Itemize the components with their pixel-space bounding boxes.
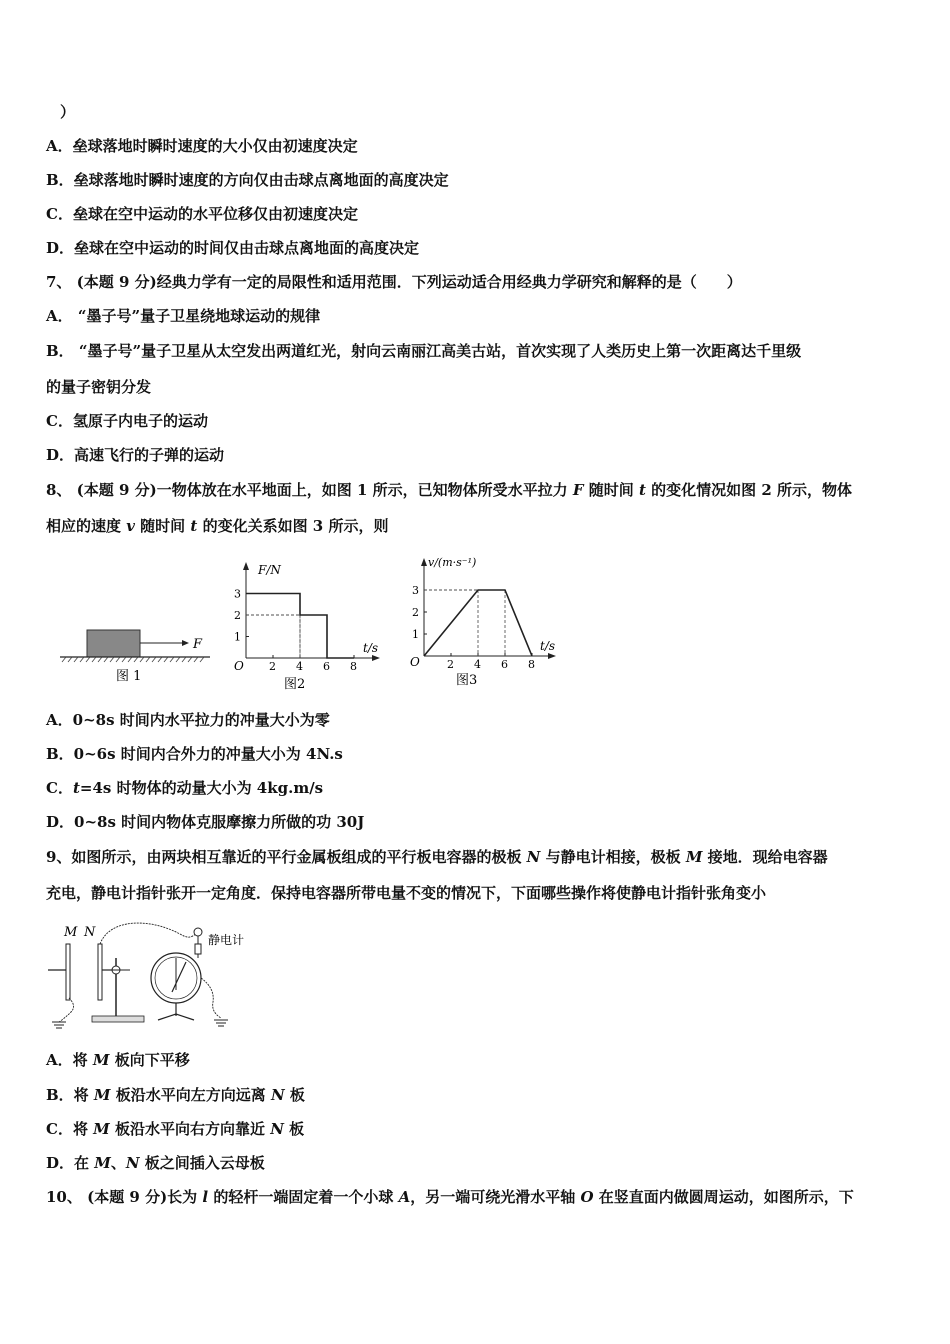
- y-axis-label: v/(m·s⁻¹): [428, 556, 477, 569]
- plate-N: [98, 944, 102, 1000]
- q7-option-a: A． “墨子号”量子卫星绕地球运动的规律: [46, 307, 321, 325]
- x-tick-label: 6: [323, 660, 330, 673]
- y-tick-label: 2: [234, 609, 241, 622]
- origin-label: O: [410, 655, 420, 669]
- q8-option-c: C．t=4s 时物体的动量大小为 4kg.m/s: [46, 779, 324, 797]
- q9-stem-line1: 9、如图所示，由两块相互靠近的平行金属板组成的平行板电容器的极板 N 与静电计相接，极板 M 接地．现给电容器: [46, 848, 828, 866]
- q9-option-c: C．将 M 板沿水平向右方向靠近 N 板: [46, 1120, 305, 1138]
- y-arrowhead: [421, 558, 427, 566]
- q6-option-a: A．垒球落地时瞬时速度的大小仅由初速度决定: [46, 137, 358, 155]
- q7-option-d: D．高速飞行的子弹的运动: [46, 446, 225, 464]
- x-tick-label: 8: [350, 660, 357, 673]
- force-arrowhead: [182, 640, 189, 646]
- ground-wire-meter: [201, 978, 221, 1018]
- x-tick-label: 6: [501, 658, 508, 671]
- q7-option-b-line1: B． “墨子号”量子卫星从太空发出两道红光，射向云南丽江高美古站，首次实现了人类历史上第一次距离达千里级: [46, 342, 802, 360]
- y-tick-label: 1: [234, 630, 241, 644]
- q9-figure: [40, 920, 245, 1032]
- q8-option-d: D．0~8s 时间内物体克服摩擦力所做的功 30J: [46, 813, 365, 831]
- force-label: F: [193, 637, 203, 652]
- stand-base: [92, 1016, 144, 1022]
- q8-figure-3: [400, 552, 568, 692]
- x-arrowhead: [372, 655, 380, 661]
- y-arrowhead: [243, 562, 249, 570]
- label-M: M: [64, 925, 78, 940]
- meter-insulator: [195, 944, 201, 954]
- x-axis-label: t/s: [363, 641, 379, 655]
- q7-stem: 7、 (本题 9 分)经典力学有一定的局限性和适用范围．下列运动适合用经典力学研究和解释的是（ ）: [46, 273, 742, 291]
- x-arrowhead: [548, 653, 556, 659]
- q7-option-c: C．氢原子内电子的运动: [46, 412, 208, 430]
- x-axis-label: t/s: [540, 639, 556, 653]
- x-tick-label: 4: [296, 660, 303, 673]
- q8-stem-line1: 8、 (本题 9 分)一物体放在水平地面上，如图 1 所示，已知物体所受水平拉力 F 随时间 t 的变化情况如图 2 所示，物体: [46, 481, 852, 499]
- x-tick-label: 8: [528, 658, 535, 671]
- q9-option-b: B．将 M 板沿水平向左方向远离 N 板: [46, 1086, 305, 1104]
- q7-option-b-line2: 的量子密钥分发: [46, 378, 152, 396]
- y-tick-label: 2: [412, 606, 419, 619]
- ground-wire-M: [59, 998, 74, 1022]
- origin-label: O: [234, 659, 244, 673]
- y-axis-label: F/N: [258, 563, 281, 577]
- q6-option-c: C．垒球在空中运动的水平位移仅由初速度决定: [46, 205, 358, 223]
- q8-stem-line2: 相应的速度 v 随时间 t 的变化关系如图 3 所示，则: [46, 517, 389, 535]
- y-tick-label: 3: [234, 587, 241, 601]
- y-tick-label: 3: [412, 584, 419, 597]
- fig1-caption: 图 1: [116, 669, 142, 684]
- q8-figure-2: [226, 558, 386, 694]
- fig2-caption: 图2: [284, 677, 306, 692]
- q6-stem-tail: ）: [60, 103, 76, 121]
- label-N: N: [84, 925, 96, 940]
- q6-option-d: D．垒球在空中运动的时间仅由击球点离地面的高度决定: [46, 239, 420, 257]
- connecting-wire: [100, 923, 196, 944]
- q9-option-d: D．在 M、N 板之间插入云母板: [46, 1154, 265, 1172]
- meter-label: 静电计: [208, 933, 245, 947]
- q8-option-b: B．0~6s 时间内合外力的冲量大小为 4N.s: [46, 745, 343, 763]
- q10-stem: 10、 (本题 9 分)长为 l 的轻杆一端固定着一个小球 A，另一端可绕光滑水平轴 O 在竖直面内做圆周运动，如图所示，下: [46, 1188, 854, 1206]
- x-tick-label: 4: [474, 658, 481, 671]
- q6-option-b: B．垒球落地时瞬时速度的方向仅由击球点离地面的高度决定: [46, 171, 449, 189]
- q8-option-a: A．0~8s 时间内水平拉力的冲量大小为零: [46, 711, 330, 729]
- plate-M: [66, 944, 70, 1000]
- q9-option-a: A．将 M 板向下平移: [46, 1051, 190, 1069]
- fig3-caption: 图3: [456, 673, 478, 688]
- x-tick-label: 2: [269, 660, 276, 673]
- q8-figure-1: [56, 620, 216, 688]
- x-tick-label: 2: [447, 658, 454, 671]
- q9-stem-line2: 充电，静电计指针张开一定角度．保持电容器所带电量不变的情况下，下面哪些操作将使静电计指针张角变小: [46, 884, 767, 902]
- meter-knob: [194, 928, 202, 936]
- y-tick-label: 1: [412, 628, 419, 641]
- block: [87, 630, 140, 657]
